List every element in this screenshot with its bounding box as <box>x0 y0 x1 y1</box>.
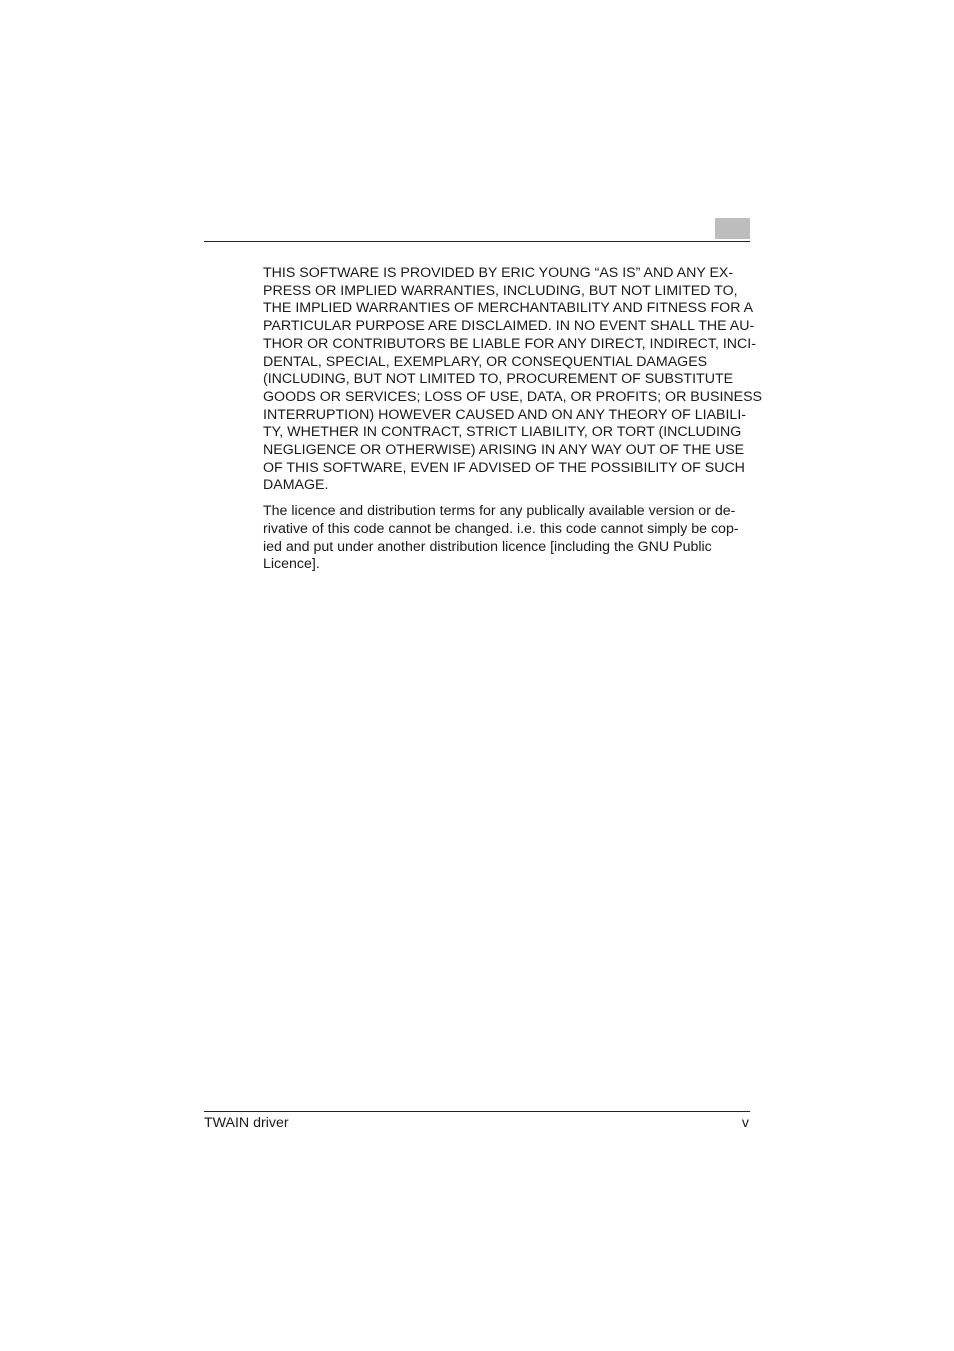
header-rule <box>204 241 750 242</box>
page-number: v <box>741 1115 749 1131</box>
footer-title: TWAIN driver <box>204 1115 289 1131</box>
text-line: INTERRUPTION) HOWEVER CAUSED AND ON ANY THEORY OF LIABILI- <box>263 406 746 423</box>
text-line: TY, WHETHER IN CONTRACT, STRICT LIABILITY, OR TORT (INCLUDING <box>263 424 742 441</box>
text-line: ied and put under another distribution licence [including the GNU Public <box>263 538 712 555</box>
text-line: PRESS OR IMPLIED WARRANTIES, INCLUDING, BUT NOT LIMITED TO, <box>263 282 738 299</box>
disclaimer-paragraph <box>263 265 763 495</box>
text-line: OF THIS SOFTWARE, EVEN IF ADVISED OF THE POSSIBILITY OF SUCH <box>263 459 745 476</box>
header-tab-marker <box>715 218 750 239</box>
licence-paragraph <box>263 503 750 574</box>
footer-rule <box>204 1111 750 1112</box>
text-line: GOODS OR SERVICES; LOSS OF USE, DATA, OR PROFITS; OR BUSINESS <box>263 388 763 405</box>
text-line: DENTAL, SPECIAL, EXEMPLARY, OR CONSEQUENTIAL DAMAGES <box>263 353 708 370</box>
text-line: DAMAGE. <box>263 477 329 494</box>
page-body <box>263 265 763 582</box>
text-line: rivative of this code cannot be changed. i.e. this code cannot simply be cop- <box>263 520 739 537</box>
text-line: THOR OR CONTRIBUTORS BE LIABLE FOR ANY DIRECT, INDIRECT, INCI- <box>263 335 756 352</box>
text-line: THIS SOFTWARE IS PROVIDED BY ERIC YOUNG “AS IS” AND ANY EX- <box>263 265 734 281</box>
text-line: Licence]. <box>263 556 320 573</box>
text-line: NEGLIGENCE OR OTHERWISE) ARISING IN ANY WAY OUT OF THE USE <box>263 442 745 459</box>
text-line: (INCLUDING, BUT NOT LIMITED TO, PROCUREMENT OF SUBSTITUTE <box>263 371 734 388</box>
text-line: THE IMPLIED WARRANTIES OF MERCHANTABILITY AND FITNESS FOR A <box>263 300 754 317</box>
text-line: PARTICULAR PURPOSE ARE DISCLAIMED. IN NO EVENT SHALL THE AU- <box>263 318 755 335</box>
text-line: The licence and distribution terms for any publically available version or de- <box>263 503 736 520</box>
